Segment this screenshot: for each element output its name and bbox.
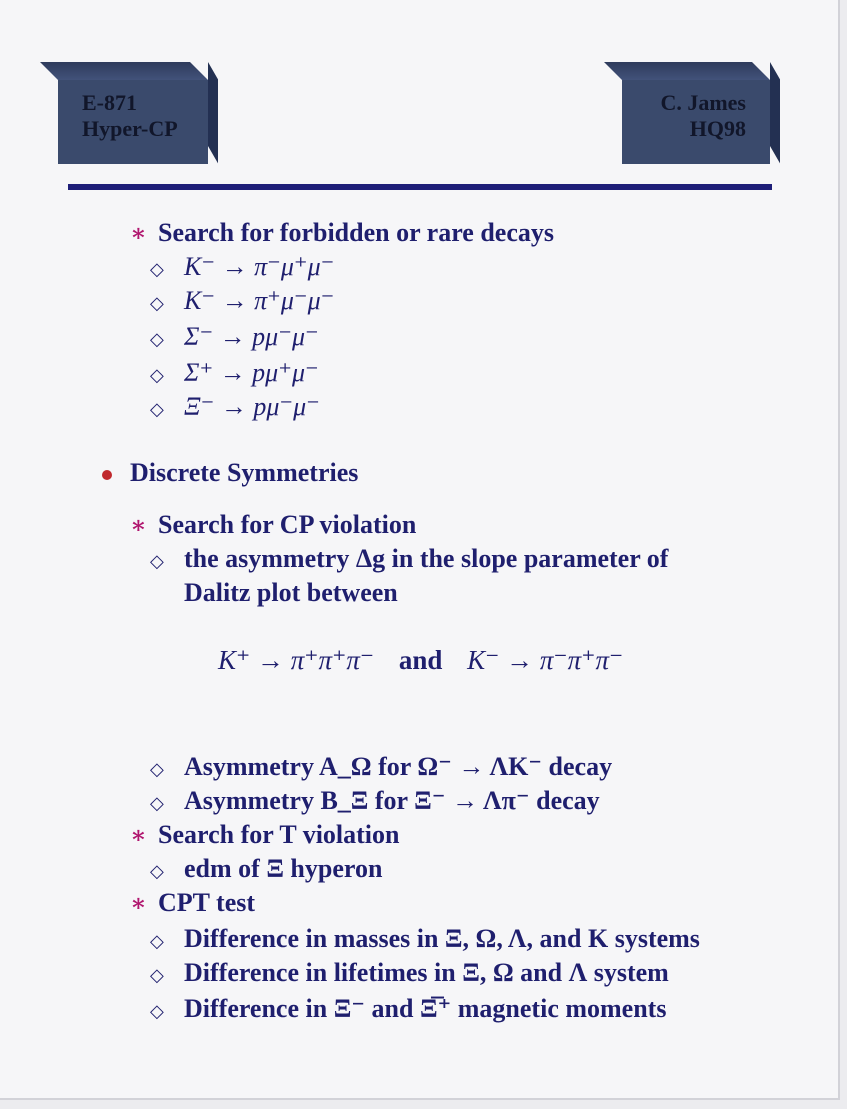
experiment-name: Hyper-CP — [82, 116, 178, 141]
star-bullet-icon: ∗ — [130, 823, 147, 849]
diamond-bullet-icon: ◇ — [150, 861, 164, 881]
author-label-box — [622, 80, 770, 164]
cpt-item-masses: ◇ Difference in masses in Ξ, Ω, Λ, and K systems — [150, 924, 700, 953]
discrete-symmetries-bullet: Discrete Symmetries — [102, 458, 358, 488]
decay-item: ◇ K⁻ → π⁺μ⁻μ⁻ — [150, 286, 335, 315]
cpt-test-heading: ∗ CPT test — [130, 888, 256, 917]
diamond-bullet-icon: ◇ — [150, 965, 164, 985]
diamond-bullet-icon: ◇ — [150, 259, 164, 279]
t-violation-heading: ∗ Search for T violation — [130, 820, 400, 849]
dalitz-formula — [218, 645, 623, 676]
diamond-bullet-icon: ◇ — [150, 399, 164, 419]
cpt-item-magnetic: ◇ Difference in Ξ⁻ and Ξ̅⁺ magnetic moments — [150, 994, 667, 1023]
experiment-label-box — [58, 80, 208, 164]
header-divider — [68, 184, 772, 190]
dot-bullet-icon — [102, 470, 112, 480]
diamond-bullet-icon: ◇ — [150, 1001, 164, 1021]
cp-item-xi: ◇ Asymmetry B_Ξ for Ξ⁻ → Λπ⁻ decay — [150, 786, 600, 815]
author-name: C. James — [660, 90, 746, 115]
star-bullet-icon: ∗ — [130, 513, 147, 539]
t-item-edm: ◇ edm of Ξ hyperon — [150, 854, 383, 883]
formula-and: and — [398, 645, 443, 675]
conference-name: HQ98 — [689, 116, 746, 141]
decay-item: ◇ Σ⁺ → pμ⁺μ⁻ — [150, 358, 319, 387]
cp-violation-heading: ∗ Search for CP violation — [130, 510, 417, 539]
decay-item: ◇ Σ⁻ → pμ⁻μ⁻ — [150, 322, 319, 351]
star-bullet-icon: ∗ — [130, 891, 147, 917]
diamond-bullet-icon: ◇ — [150, 931, 164, 951]
cpt-item-lifetimes: ◇ Difference in lifetimes in Ξ, Ω and Λ system — [150, 958, 669, 987]
star-bullet-icon: ∗ — [130, 221, 147, 247]
decay-item: ◇ K⁻ → π⁻μ⁺μ⁻ — [150, 252, 335, 281]
diamond-bullet-icon: ◇ — [150, 759, 164, 779]
formula-left: K⁺ → π⁺π⁺π⁻ — [218, 645, 375, 675]
diamond-bullet-icon: ◇ — [150, 365, 164, 385]
cp-item-asymmetry: ◇ the asymmetry Δg in the slope parameter of — [150, 544, 669, 573]
diamond-bullet-icon: ◇ — [150, 329, 164, 349]
diamond-bullet-icon: ◇ — [150, 793, 164, 813]
diamond-bullet-icon: ◇ — [150, 551, 164, 571]
cp-item-asymmetry-cont: Dalitz plot between — [184, 578, 398, 607]
experiment-id: E-871 — [82, 90, 137, 115]
cp-item-omega: ◇ Asymmetry A_Ω for Ω⁻ → ΛK⁻ decay — [150, 752, 613, 781]
diamond-bullet-icon: ◇ — [150, 293, 164, 313]
decay-item: ◇ Ξ⁻ → pμ⁻μ⁻ — [150, 392, 320, 421]
formula-right: K⁻ → π⁻π⁺π⁻ — [467, 645, 624, 675]
rare-decays-heading: ∗ Search for forbidden or rare decays — [130, 218, 554, 247]
